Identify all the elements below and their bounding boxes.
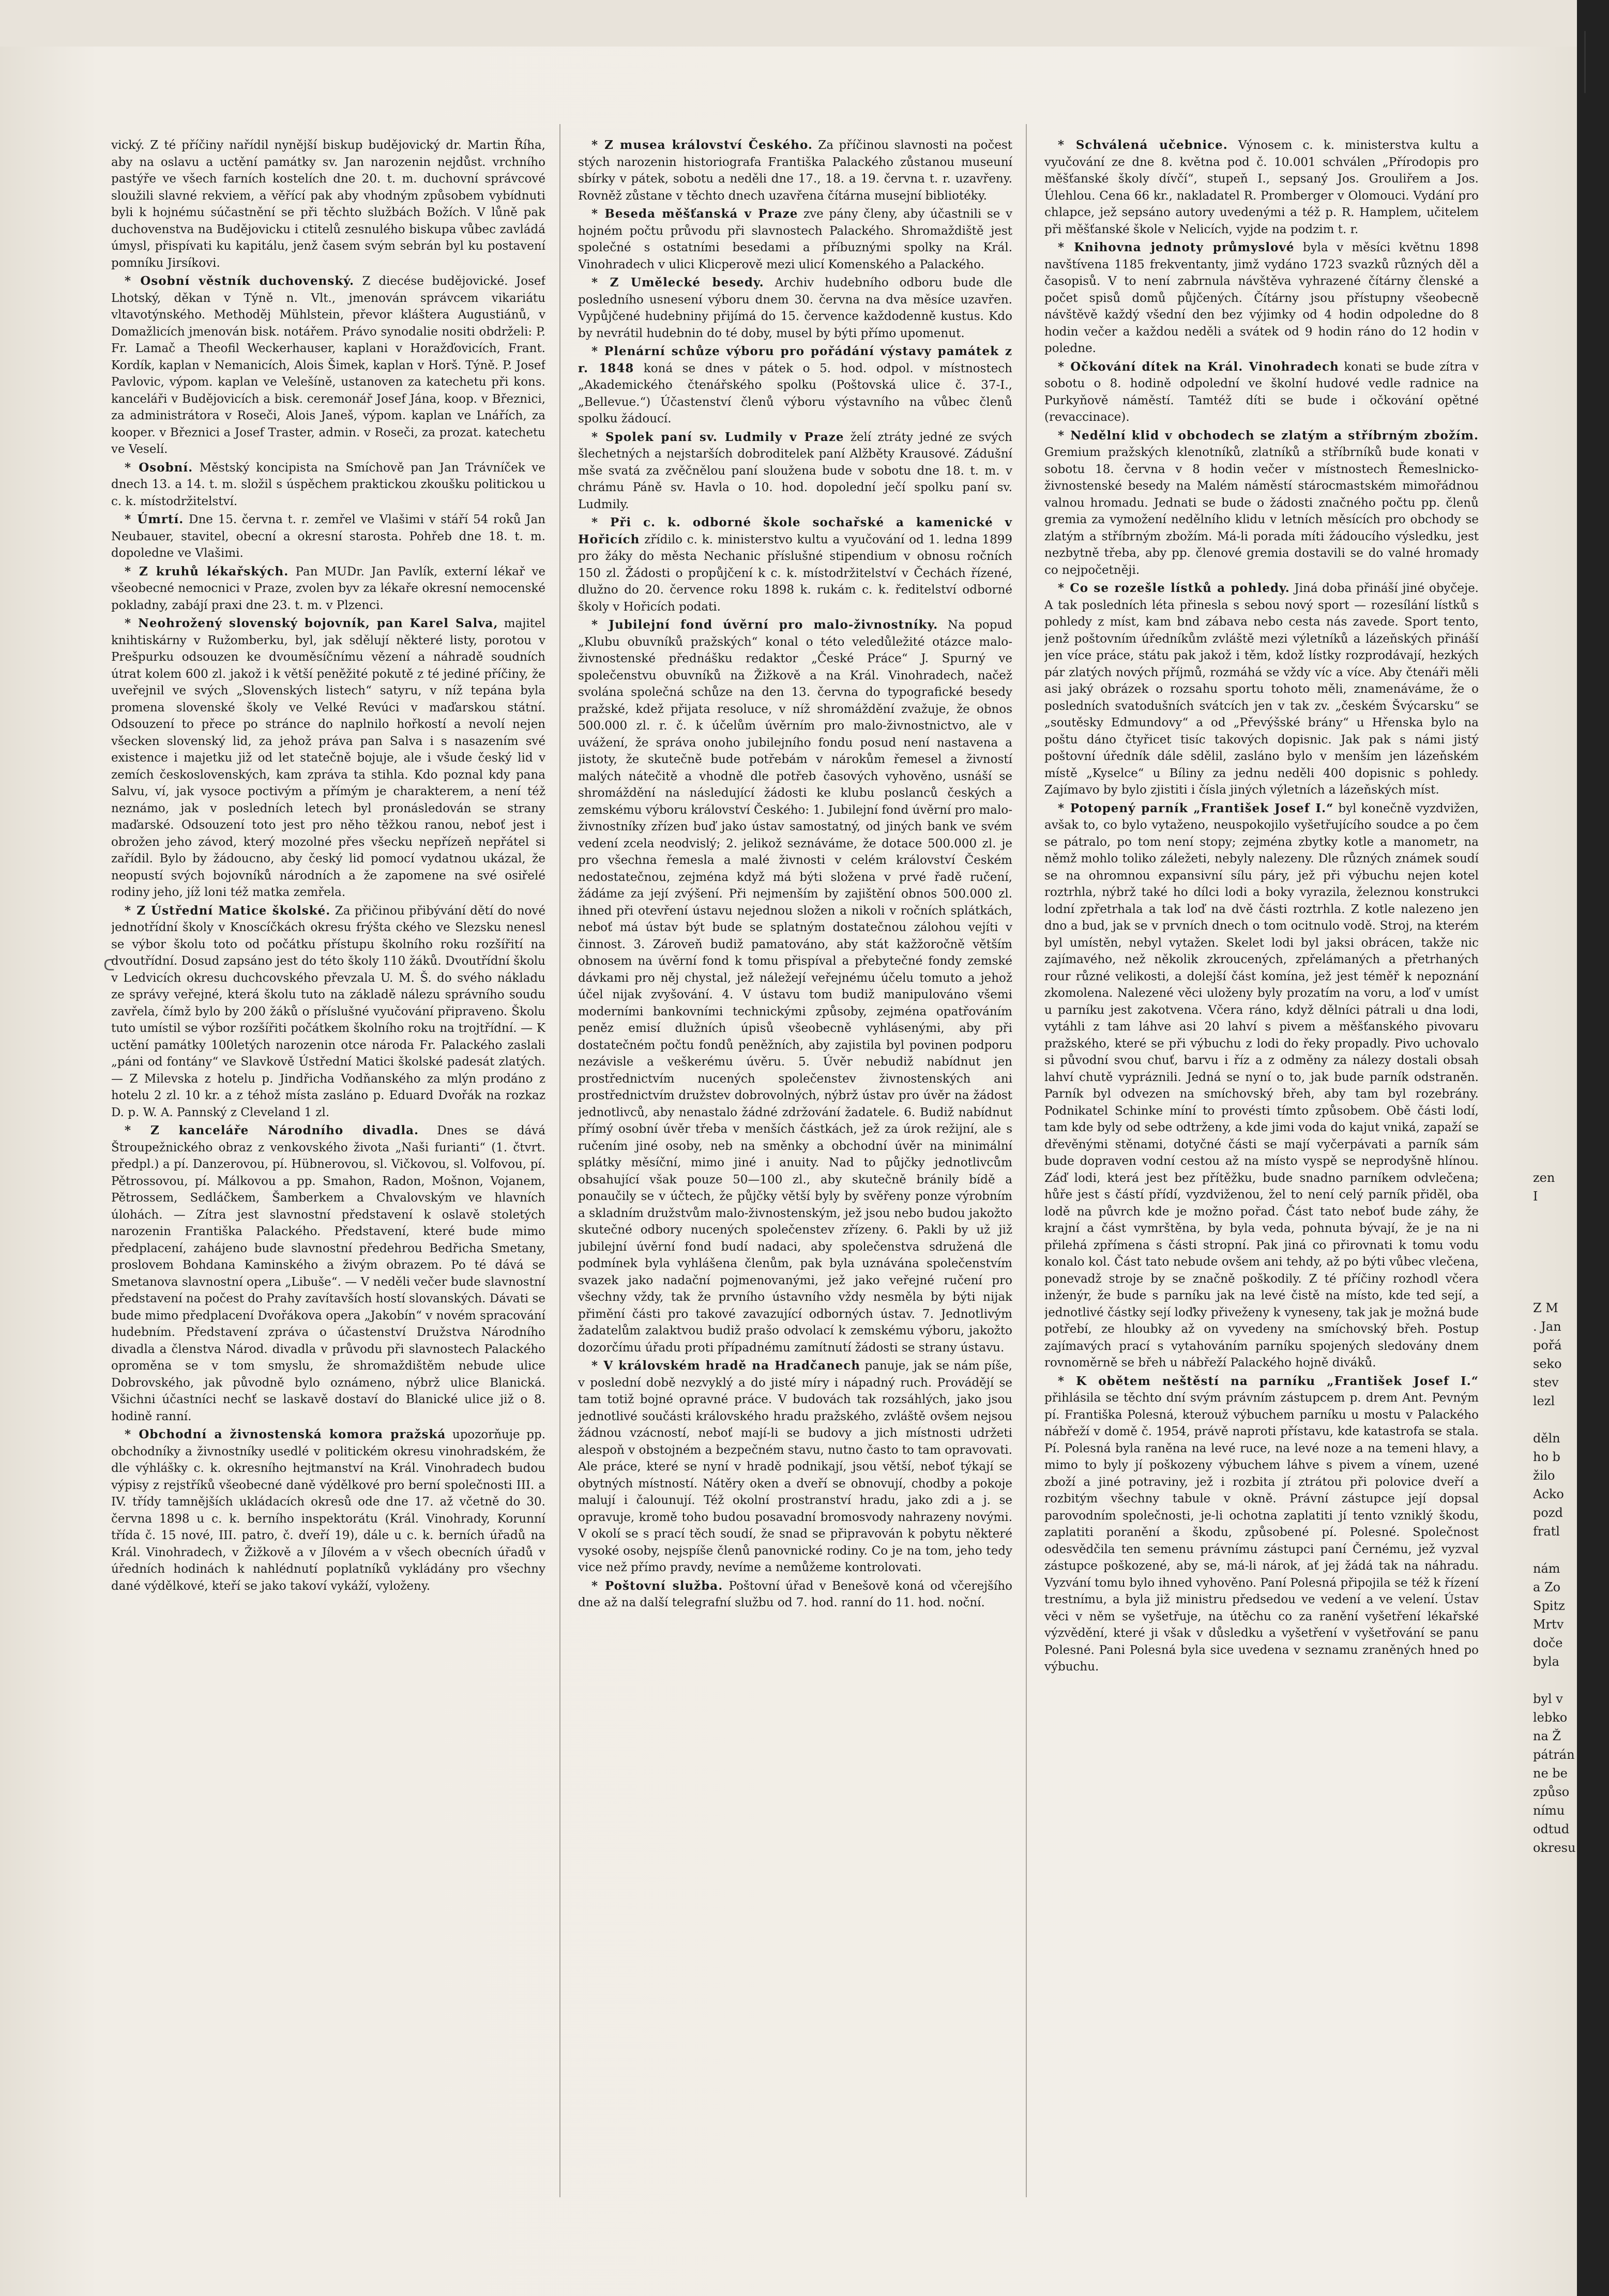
- edge-fragment: seko: [1533, 1357, 1562, 1371]
- edge-fragment: způso: [1533, 1785, 1570, 1799]
- edge-fragment: stev: [1533, 1375, 1559, 1390]
- article-body: byl konečně vyzdvižen, avšak to, co bylo vytaženo, neuspokojilo vyšetřujícího soudce a po čem se pátralo, po tom není stopy; zejména zbytky kotle a manometr, na němž mohlo toliko záležeti, nebyly nalezeny. Dle různých známek soudí se na ohromnou expansivní sílu páry, jež při výbuchu nejen kotel roztrhla, nýbrž také ho dílci lodi a boky vyrazila, železnou konstrukci lodní zpřetrhala a tak loď na dvě části roztrhla. Z kotle nalezeno jen dno a bud, jak se v prvních dnech o tom ocitnulo vodě. Stroj, na kterém byl umístěn, nebyl vytažen. Skelet lodi byl jaksi obrácen, takže nic zajímavého, než několik zkroucených, zpřelámaných a přetrhaných rour různé velikosti, a dolejší část komína, jež jest téměř k nepoznání zkomolena. Nalezené věci uloženy byly prozatím na voru, a loď v umíst u parníku jest zakotvena. Včera ráno, když dělníci pátrali u dna lodi, vytáhli z tam láhve asi 20 lahví s pivem a měšťanského pivovaru pražského, které se při výbuchu z lodi do řeky propadly. Pivo uchovalo si původní svou chuť, barvu i říz a z odměny za nálezy dostali obsah lahví chutě vypráznili. Jedná se nyní o to, jak bude parník odstraněn. Parník byl odvezen na smíchovský břeh, aby tam byl rozebrány. Podnikatel Schinke míní to provésti tímto způsobem. Obě části lodí, tam kde byly od sebe odtrženy, a kde jimi voda do kajut vniká, zapaží se dřevěnými stěnami, dotyčné části se mají vyčerpávati a parník sám bude dopraven vodní cestou až na místo vyspě se neprodyšně hlínou. Záď lodi, která jest bez přítěžku, bude snadno parníkem odvlečena; hůře jest s částí přídí, vyzdviženou, žel to není celý parník přiděl, oba lodě na půvrch kde je možno pořad. Část tato neboť bude záhy, že krajní a část vymrštěna, by byla veda, pohnuta bývají, že je na ni přilehá zpřímena s části stropní. Pak jiná co přirovnati k tomu vodu konalo kol. Část tato nebude ovšem ani tehdy, až po býti vůbec vlečena, ponevadž stroje by se značně poškodily. Z té příčiny rozhodl včera inženýr, že bude s parníku jak na levé čistě na místo, kde ted sejí, a jednotlivé částky sejí loďky přiveženy k vyneseny, tak jak je možná bude potřebí, ze hloubky až on vyvedeny na smíchovský břeh. Postup zajímavých prací s vytahováním parníku spojených sledovány dnem rovnoměrně se břeh u nábřeží Palackého hojně diváků.: [1044, 801, 1479, 1370]
- article-headline: * Z musea království Českého.: [591, 138, 813, 152]
- article-3-6: [1044, 800, 1479, 1372]
- article-body: želí ztráty jedné ze svých šlechetných a nejstarších dobroditelek paní Alžběty Krausové. Zádušní mše svatá za zvěčnělou paní sloužena bude v sobotu dne 18. t. m. v chrámu Páně sv. Havla o 10. hod. dopolední ječí spolku paní sv. Ludmily.: [578, 430, 1012, 511]
- article-body: Poštovní úřad v Benešově koná od včerejšího dne až na další telegrafní službu od 7. hod. ranní do 11. hod. noční.: [578, 1579, 1012, 1609]
- edge-fragment: okresu: [1533, 1841, 1576, 1855]
- article-body: konati se bude zítra v sobotu o 8. hodině odpolední ve školní hudové vedle radnice na Purkyňově náměstí. Tamtéž díti se bude i očkování opětné (revaccinace).: [1044, 360, 1479, 424]
- article-body: Za příčinou slavnosti na počest stých narozenin historiografa Františka Palackého zůstanou museuní sbírky v pátek, sobotu a neděli dne 17., 18. a 19. června t. r. uzavřeny. Rovněž zůstane v těchto dnech uzavřena čítárna musejní bibliotéky.: [578, 139, 1012, 203]
- article-3-7: [1044, 1373, 1479, 1676]
- edge-fragment: [1533, 1206, 1577, 1224]
- article-1-3: [111, 460, 545, 510]
- edge-fragment: a Zo: [1533, 1580, 1561, 1594]
- article-body: Dnes se dává Štroupežnického obraz z venkovského života „Naši furianti“ (1. čtvrt. předpl.) a pí. Danzerovou, pí. Hübnerovou, sl. Vičkovou, sl. Volfovou, pí. Pětrossovou, pí. Málkovou a pp. Smahon, Radon, Mošnon, Vojanem, Pětrossem, Sedláčkem, Šamberkem a Chvalovským ve hlavních úlohách. — Zítra jest slavnostní představení k oslavě stoletých narozenin Františka Palackého. Představení, které bude mimo předplacení, zahájeno bude slavnostní předehrou Bedřicha Smetany, proslovem Bohdana Kaminského a živým obrazem. Po té dává se Smetanova slavnostní opera „Libuše“. — V neděli večer bude slavnostní představení na počest do Prahy zavítavších hostí slovanských. Dávati se bude mimo předplacení Dvořákova opera „Jakobín“ v novém spracování hudebním. Představení zpráva o účastenství Družstva Národního divadla a členstva Národ. divadla v průvodu při slavnostech Palackého oproměna se v tom smyslu, že shromaždištěm nebude ulice Dobrovského, jak původně bylo oznámeno, nýbrž ulice Blanická. Všichni účastníci nechť se laskavě dostaví do Blanické ulice již o 8. hodině ranní.: [111, 1124, 545, 1423]
- edge-fragment: . Jan: [1533, 1319, 1561, 1334]
- article-headline: * Osobní věstník duchovenský.: [125, 274, 355, 288]
- article-1-2: [111, 273, 545, 458]
- article-headline: * Potopený parník „František Josef I.“: [1058, 801, 1334, 815]
- article-3-2: [1044, 239, 1479, 357]
- article-headline: * Nedělní klid v obchodech se zlatým a stříbrným zbožím.: [1058, 428, 1479, 443]
- article-headline: * Poštovní služba.: [591, 1578, 723, 1593]
- edge-fragment: fratl: [1533, 1524, 1560, 1539]
- article-headline: * Neohrožený slovenský bojovník, pan Karel Salva,: [125, 616, 498, 630]
- edge-fragment: pátrán: [1533, 1747, 1575, 1762]
- article-2-6: [578, 514, 1012, 615]
- article-1-4: [111, 511, 545, 562]
- column-rule-1: [559, 124, 560, 2197]
- article-2-1: [578, 137, 1012, 204]
- top-margin-strip: [0, 0, 1609, 47]
- article-3-1: [1044, 137, 1479, 238]
- article-headline: * Z Ústřední Matice školské.: [125, 903, 331, 918]
- edge-fragment: doče: [1533, 1636, 1563, 1650]
- article-1-5: [111, 564, 545, 614]
- edge-fragment: na Ž: [1533, 1729, 1561, 1743]
- margin-mark: ᑕ: [103, 956, 115, 975]
- article-headline: * Z kruhů lékařských.: [125, 564, 289, 579]
- article-headline: * Schválená učebnice.: [1058, 138, 1228, 152]
- article-body: panuje, jak se nám píše, v poslední době nezvyklý a do jisté míry i nápadný ruch. Provádějí se tam totiž bojné opravné práce. V budovách tak rozsáhlých, jako jsou jednotlivé součásti královského hradu pražského, zvláště ovšem nejsou žádnou vzácností, neboť mají-li se budovy a jich místnosti udržeti alespoň v obstojném a bezpečném stavu, nutno často to tam opravovati. Ale práce, které se nyní v hradě podnikají, jsou větší, neboť týkají se obytných místností. Nátěry oken a dveří se obnovují, chodby a pokoje malují i čalounují. Též okolní prostranství hradu, jako zdi a j. se opravuje, kromě toho budou posavadní bromosvody nahrazeny novými. V okolí se s prací těch soudí, že snad se připravován k pobytu některé vysoké osoby, nejspíše členů panovnické rodiny. Co je na tom, jeho tedy vice než přímo pravdy, nevíme a nemůžeme kontrolovati.: [578, 1359, 1012, 1574]
- article-headline: * Plenární schůze výboru pro pořádání výstavy památek z r. 1848: [578, 344, 1012, 375]
- article-body: Pan MUDr. Jan Pavlík, externí lékař ve všeobecné nemocnici v Praze, zvolen byv za lékaře okresní nemocenské pokladny, zabájí praxi dne 23. t. m. v Plzenci.: [111, 565, 545, 612]
- article-2-5: [578, 429, 1012, 513]
- article-body: zřídilo c. k. ministerstvo kultu a vyučování od 1. ledna 1899 pro žáky do města Nechanic příslušné stipendium v obnosu ročních 150 zl. Žádosti o propůjčení k c. k. místodržitelství v Čechách řízené, dlužno do 20. července roku 1898 k. rukám c. k. ředitelství odborné školy v Hořicích podati.: [578, 533, 1012, 614]
- edge-fragment: [1533, 1261, 1577, 1280]
- article-headline: * V královském hradě na Hradčanech: [591, 1359, 861, 1373]
- adjacent-page-edge: [1533, 1168, 1577, 1892]
- article-headline: * Beseda měšťanská v Praze: [591, 207, 798, 221]
- article-2-9: [578, 1578, 1012, 1611]
- article-headline: * Co se rozešle lístků a pohledy.: [1058, 581, 1290, 595]
- article-headline: * Knihovna jednoty průmyslové: [1058, 240, 1295, 254]
- edge-fragment: lebko: [1533, 1710, 1568, 1725]
- edge-fragment: byl v: [1533, 1692, 1563, 1706]
- article-3-3: [1044, 359, 1479, 426]
- article-headline: * Při c. k. odborné škole sochařské a kamenické v Hořicích: [578, 515, 1012, 546]
- article-2-2: [578, 206, 1012, 273]
- edge-tick: [1584, 31, 1586, 93]
- article-headline: * Spolek paní sv. Ludmily v Praze: [591, 430, 844, 444]
- column-middle: [578, 137, 1012, 2205]
- article-body: přihlásila se těchto dní svým právním zástupcem p. drem Ant. Pevným pí. Františka Polesná, kterouž výbuchem parníku u mostu v Palackého nábřeží v domě č. 1954, právě naproti přístavu, kde katastrofa se stala. Pí. Polesná byla raněna na levé ruce, na levé noze a na temeni hlavy, a mimo to byly jí poškozeny výbuchem láhve s pivem a vínem, uzené zboží a jiné potraviny, jež i rozbita jí ztrátou při polovice dveří a rozbitým všechny tabule v okně. Právní zástupce její dopsal parovodním společnosti, je-li ochotna zaplatiti jí tento vzniklý škodu, zaplatiti poranění a škodu, způsobené pí. Polesné. Společnost odesvědčila ten semenu právnímu zástupci paní Černému, jež vyzval zástupce poškozené, aby se, má-li nárok, ať jej žádá tak na náhradu. Vyzvání tomu bylo ihned vyhověno. Paní Polesná připojila se též k řízení trestnímu, a byla již ministru předsedou ve vedení a ve velení. Ústav věci v něm se vyšetřuje, na útěchu co za ranění vyšetření lékařské výzvědění, které ji však v důsledku a vyšetření v vyšetřování se panu Polesné. Pani Polesná byla sice uvedena v seznamu zraněných hned po výbuchu.: [1044, 1391, 1479, 1674]
- article-1-6: [111, 615, 545, 901]
- edge-fragment: Acko: [1533, 1487, 1564, 1501]
- edge-fragment: nímu: [1533, 1803, 1565, 1818]
- edge-fragment: odtud: [1533, 1822, 1570, 1836]
- article-3-5: [1044, 580, 1479, 799]
- article-body: Jiná doba přináší jiné obyčeje. A tak posledních léta přinesla s sebou nový sport — rozesílání lístků s pohledy z míst, kam bnd zábava nebo cesta nás zavede. Sport tento, jenž poštovním úředníkům zvláště mezi výletníků a lázeňských přináší jen více práce, státu pak jakož i těm, kdož lístky rozprodávají, hezkých pár zlatých nových příjmů, rozmáhá se vždy víc a více. Aby čtenáři měli asi jaký obrázek o rozsahu sportu tohoto měli, znamenáváme, že o posledních svatodušních svátcích jen v tak zv. „českém Švýcarsku“ se „soutěsky Edmundovy“ a od „Převýšské brány“ u Hřenska bylo na poštu dáno čtyřicet tisíc takových dopisnic. Jak pak s námi jistý poštovní úředník dále sdělil, zasláno bylo v menším jen lázeňském místě „Kyselce“ u Bíliny za jednu neděli 400 dopisnic s pohledy. Zajímavo by bylo zjistiti i čísla jiných výletních a lázeňských míst.: [1044, 582, 1479, 797]
- article-body: byla v měsíci květnu 1898 navštívena 1185 frekventanty, jimž vydáno 1723 svazků různých děl a časopisů. V to není zabrnula návštěva vyhrazené čítárny členské a počet spisů domů půjčených. Čítárny jsou přístupny všeobecně návštěvě každý všední den bez výjimky od 4 hodin odpoledne do 8 hodin večer a každou neděli a svátek od 9 hodin ráno do 12 hodin v poledne.: [1044, 241, 1479, 355]
- article-3-4: [1044, 428, 1479, 579]
- article-headline: * Z Umělecké besedy.: [591, 276, 764, 290]
- article-headline: * Jubilejní fond úvěrní pro malo-živnostníky.: [591, 618, 938, 632]
- article-body: upozorňuje pp. obchodníky a živnostníky usedlé v politickém okresu vinohradském, že dle výhlášky c. k. okresního hejtmanství na Král. Vinohradech budou výpisy z rejstříků všeobecné daně výdělkové pro berní společnosti III. a IV. třídy tamnějších ukládacích okresů ode dne 17. až včetně do 30. června 1898 u c. k. berního inspektorátu (Král. Vinohrady, Korunní třída č. 15 nové, III. patro, č. dveří 19), dále u c. k. berních úřadů na Král. Vinohradech, v Žižkově a v Jílovém a v všech obecních úřadů v úředních hodinách k nahlédnutí poplatníků vykládány pro všechny dané výdělkové, kteří se jako takoví vykáží, vyloženy.: [111, 1428, 545, 1593]
- article-headline: * Očkování dítek na Král. Vinohradech: [1058, 359, 1339, 374]
- article-body: Za přičinou přibývání dětí do nové jednotřídní školy v Knoscíčkách okresu frýšta ckého ve Slezsku nenesl se výbor školu toto od počátku přístupu školního roku rozšířití na dvoutřídní. Dosud zapsáno jest do této školy 110 žáků. Dvoutřídní školu v Ledvicích okresu duchcovského převzala U. M. Š. do svého nákladu ze správy veřejné, která školu tuto na základě nálezu správního soudu zavřela, čímž bylo by 200 žáků o příslušné vyučování připraveno. Školu tuto umístil se výbor rozšířiti počátkem školního roku na trojtřídní. — K uctění památky 100letých narozenin otce národa Fr. Palackého zaslali „páni od fontány“ ve Slavkově Ústřední Matici školské padesát zlatých. — Z Milevska z hotelu p. Jindřicha Vodňanského za mlýn prodáno z hotelu 2 zl. 10 kr. a z téhož místa zasláno p. Eduard Dvořák na rozkaz D. p. W. A. Pannský z Cleveland 1 zl.: [111, 904, 545, 1119]
- article-body: koná se dnes v pátek o 5. hod. odpol. v místnostech „Akademického čtenářského spolku (Poštovská ulice č. 37-I., „Bellevue.“) Účastenství členů výboru výstavního na vůbec členů spolku žádoucí.: [578, 361, 1012, 425]
- column-rule-2: [1026, 124, 1027, 2197]
- article-headline: * Obchodní a živnostenská komora pražská: [125, 1427, 446, 1441]
- article-1-9: [111, 1426, 545, 1594]
- edge-fragment: Z M: [1533, 1301, 1558, 1315]
- edge-fragment: [1533, 1280, 1577, 1299]
- article-body: Archiv hudebního odboru bude dle posledního usnesení výboru dnem 30. června na dva měsíce uzavřen. Vypůjčené hudebniny přijímá do 15. července každodenně kustus. Kdo by nevrátil hudebnin do té doby, musel by býti přímo upomenut.: [578, 276, 1012, 340]
- article-body: Dne 15. června t. r. zemřel ve Vlašimi v stáří 54 roků Jan Neubauer, stavitel, obecní a okresní starosta. Pohřeb dne 18. t. m. dopoledne ve Vlašimi.: [111, 513, 545, 560]
- article-1-7: [111, 903, 545, 1121]
- edge-fragment: lezl: [1533, 1394, 1555, 1408]
- edge-fragment: [1533, 1243, 1577, 1261]
- binding-gutter: [1577, 0, 1609, 2296]
- article-headline: * Z kanceláře Národního divadla.: [125, 1123, 419, 1137]
- article-body: Na popud „Klubu obuvníků pražských“ konal o této veledůležité otázce malo-živnostenské přednášku redaktor „České Práce“ J. Spurný ve společenstvu obuvníků na Žižkově a na Král. Vinohradech, načež svolána společná schůze na den 13. června do typografické besedy pražské, kdež přijata resoluce, v níž shromáždění zvažuje, že obnos 500.000 zl. r. č. k účelům úvěrním pro malo-živnostnictvo, ale v uvážení, že správa onoho jubilejního fondu posud není nastavena a jistoty, že skutečně bude potřebám v nárokům řemesel a živností malých nátečitě a vhodně dle potřeb časových vyhověno, usnáší se shromáždění na následující žádosti ke klubu poslanců českých a zemskému výboru království Českého: 1. Jubilejní fond úvěrní pro malo-živnostníky zřízen buď jako ústav samostatný, od jiných bank ve svém vedení zcela neodvislý; 2. jelikož seznáváme, že dotace 500.000 zl. je pro všechna řemesla a malé živnosti v celém království Českém nedostatečnou, zejména když má býti složena v prvé řadě ručení, žádáme za její zvýšení. Při nejmenším by zajištění obnos 500.000 zl. ihned při otevření ústavu nejednou složen a nikoli v ročních splátkách, neboť má ústav být bude se splatným dostatečnou zálohou vejíti v činnost. 3. Zároveň budiž pamatováno, aby stát kažžoročně větším obnosem na úvěrní fond k tomu přispíval a přebytečné fondy zemské dávkami pro něj chystal, jež náležejí veřejnému účelu tomuto a jehož účel nijak zvyšování. 4. V ústavu tom budiž manipulováno všemi moderními bankovními technickými způsoby, zejména opatřováním peněz emisí dlužních úpisů všeobecně vyhlásenými, aby při dostatečném počtu fondů peněžních, aby zajistila byl povinen podporu nezávisle a veškerému úvěru. 5. Úvěr nebudiž nabídnut jen prostřednictvím nucených společenstev živnostenských ani prostřednictvím družstev dobrovolných, nýbrž ústav pro úvěr na žádost jednotlivců, aby nenastalo žádné zdržování žadatele. 6. Budiž nabídnut přímý osobní úvěr třeba v menších částkách, jež za úrok režijní, ale s ručením jiné osoby, neb na směnky a obchodní úvěr na minimální splátky měsíční, mimo jiné i anuity. Nad to půjčky jednotlivcům obsahující však pouze 50—100 zl., aby skutečně bránily bídě a ponaučily se v účtech, že půjčky větší byly by svěřeny ponze výrobním a skladním družstvům malo-živnostenským, jež jsou nebo budou jakožto skutečné odbory nucených společenstev zřízeny. 6. Pakli by už již jubilejní úvěrní fond budí nadaci, aby společenstva sdružená dle podmínek byla vyhlášena členům, pak byla uznávána společenstvím svazek jako nadační pojmenovanými, jež jako veřejné ručení pro všechny vždy, tak že prvního ústavního vždy nesměla by býti nijak přimění části pro takové zavazující odborných ústav. 7. Jednotlivým žadatelům zalaktvou budiž prašo odvolací k zemskému výboru, jakožto dozorčímu úřadu proti případnému zamítnutí žádosti se strany ústavu.: [578, 618, 1012, 1355]
- edge-fragment: [1533, 1671, 1577, 1690]
- article-body: Výnosem c. k. ministerstva kultu a vyučování ze dne 8. května pod č. 10.001 schválen „Přírodopis pro měšťanské školy dívčí“, stupeň I., sepsaný Jos. Grouliřem a Jos. Úlehlou. Cena 66 kr., nakladatel R. Promberger v Olomouci. Vydání pro chlapce, jež sepsáno autory uvedenými a též p. R. Hamplem, učitelem při měšťanské škole v Nelicích, vyjde na podzim t. r.: [1044, 139, 1479, 236]
- article-2-8: [578, 1358, 1012, 1576]
- edge-fragment: pořá: [1533, 1338, 1562, 1352]
- article-2-3: [578, 275, 1012, 342]
- article-1-1: [111, 137, 545, 271]
- edge-fragment: zen: [1533, 1170, 1555, 1185]
- article-body: vický. Z té příčiny nařídil nynější biskup budějovický dr. Martin Říha, aby na oslavu a uctění památky sv. Jan narozenin nejdůst. vrchního pastýře ve všech farních kostelích dne 20. t. m. duchovní správcové sloužili slavné rekviem, a věřící pak aby vhodným způsobem vybídnuti byli k hojnému súčastnění se při těchto službách Božích. V lůně pak duchovenstva na Budějovicku i ctitelů zesnulého biskupa vůbec zavládá úmysl, přispívati ku kapitálu, jenž časem svým sebrán byl ku postavení pomníku Jirsíkovi.: [111, 139, 545, 270]
- article-body: Gremium pražských klenotníků, zlatníků a stříbrníků bude konati v sobotu 18. června v 8 hodin večer v místnostech Řemeslnicko-živnostenské besedy na Malém náměstí stárocmastském mimořádnou valnou hromadu. Jednati se bude o žádosti značného počtu pp. členů gremia za vymožení nedělního klidu v letních měsících pro obchody se zlatým a stříbrným zbožím. Má-li porada míti žádoucího výsledku, jest nezbytně třeba, aby pp. členové gremia dostavili se do valné hromady co nejpočetněji.: [1044, 446, 1479, 577]
- edge-fragment: byla: [1533, 1654, 1559, 1669]
- edge-fragment: děln: [1533, 1431, 1560, 1446]
- edge-fragment: [1533, 1224, 1577, 1243]
- article-body: Městský koncipista na Smíchově pan Jan Trávníček ve dnech 13. a 14. t. m. složil s úspěchem praktickou zkoušku politickou u c. k. místodržitelství.: [111, 461, 545, 508]
- column-right: [1044, 137, 1479, 2205]
- edge-fragment: I: [1533, 1189, 1538, 1204]
- edge-fragment: nám: [1533, 1561, 1560, 1576]
- edge-fragment: [1533, 1541, 1577, 1559]
- article-headline: * Úmrtí.: [125, 512, 184, 526]
- article-2-4: [578, 343, 1012, 428]
- edge-fragment: Mrtv: [1533, 1617, 1564, 1632]
- article-1-8: [111, 1122, 545, 1425]
- edge-fragment: ne be: [1533, 1766, 1568, 1781]
- edge-fragment: ho b: [1533, 1450, 1560, 1464]
- article-body: zve pány členy, aby účastnili se v hojném počtu průvodu při slavnostech Palackého. Shromaždiště jest společné s ostatními besedami a příbuznými spolky na Král. Vinohradech v ulici Klicperově mezi ulicí Komenského a Palackého.: [578, 207, 1012, 271]
- edge-fragment: žilo: [1533, 1468, 1555, 1483]
- article-headline: * K obětem neštěstí na parníku „František Josef I.“: [1058, 1374, 1479, 1388]
- edge-fragment: [1533, 1410, 1577, 1429]
- article-2-7: [578, 617, 1012, 1356]
- edge-fragment: pozd: [1533, 1506, 1563, 1520]
- article-headline: * Osobní.: [125, 460, 193, 475]
- column-left: [111, 137, 545, 2205]
- edge-fragment: Spitz: [1533, 1599, 1565, 1613]
- article-body: majitel knihtiskárny v Ružomberku, byl, jak sdělují některé listy, porotou v Prešpurku odsouzen ke dvouměsíčnímu vězení a náhradě soudních útrat kolem 600 zl. jakož i k větší peněžité pokutě z té jediné příčiny, že uveřejnil ve svých „Slovenských listech“ satyru, v níž tepána byla promena slovenské školy ve Velké Revúci v maďarskou státní. Odsouzení to přece po stránce do naplnilo hořkostí a nevolí nejen všecken slovenský lid, za jehož práva pan Salva i s nasazením své existence i majetku již od let statečně bojuje, ale i všude český lid v zemích československých, kam zpráva ta stihla. Kdo poznal kdy pana Salvu, ví, jak vysoce poctivým a přímým je charakterem, a není též neznámo, jak v posledních letech byl pronásledován se strany maďarské. Odsouzení toto jest pro něho těžkou ranou, neboť jest i obrožen jeho závod, který mozolné přes všecku nepřízeň nepřátel si zařídil. Bylo by žádoucno, aby český lid pomocí vydatnou ukázal, že neopustí svých bojovníků národních a že zapomene na své osiřelé rodiny jeho, jíž loni též matka zemřela.: [111, 617, 545, 899]
- article-body: Z diecése budějovické. Josef Lhotský, děkan v Týně n. Vlt., jmenován správcem vikariátu vltavotýnského. Methoděj Mühlstein, převor kláštera Augustiánů, v Domažlicích jmenován bisk. notářem. Právo synodalie nositi obdrželi: P. Fr. Lamač a Theofil Weckerhauser, kaplani v Horažďovicích, Frant. Kordík, kaplan v Nemanicích, Alois Šimek, kaplan v Horš. Týně. P. Josef Pavlovic, výpom. kaplan ve Velešíně, ustanoven za katechetu při kons. kanceláři v Budějovicích a bisk. ceremonář Josef Jána, koop. v Březnici, za administrátora v Roseči, Alois Janeš, výpom. kaplan ve Lnářích, za kooper. v Březnici a Josef Traster, admin. v Roseči, za prozat. katechetu ve Veselí.: [111, 275, 545, 456]
